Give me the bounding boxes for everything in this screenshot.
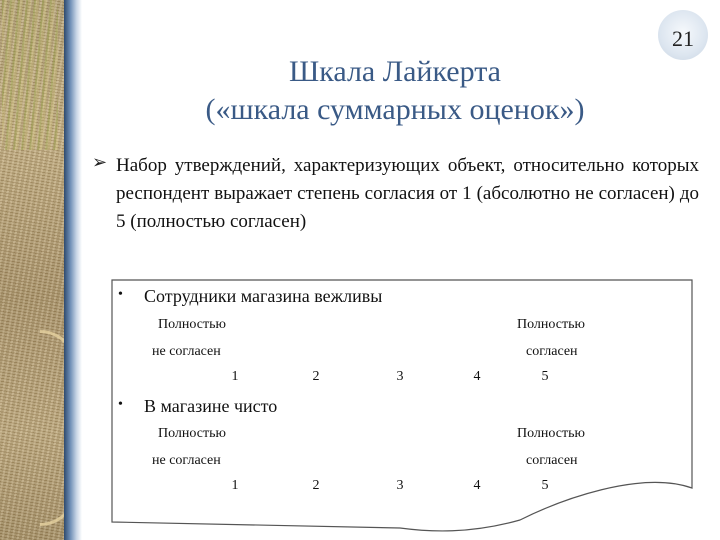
definition-paragraph: Набор утверждений, характеризующих объект, относительно которых респондент выражает степень согласия от 1 (абсолютно не согласен) до 5 (полностью согласен) [116, 155, 699, 232]
scale-point: 4 [473, 369, 481, 384]
left-label-line2: не согласен [152, 344, 221, 359]
scale-point: 4 [473, 478, 481, 493]
scale-point: 5 [541, 478, 549, 493]
right-label-line1: Полностью [517, 426, 585, 441]
scale-point: 1 [231, 478, 239, 493]
slide-subtitle: («шкала суммарных оценок») [205, 93, 585, 126]
scale-point: 2 [312, 369, 320, 384]
left-label-line2: не согласен [152, 453, 221, 468]
right-label-line2: согласен [526, 344, 578, 359]
right-label-line2: согласен [526, 453, 578, 468]
arrow-bullet-icon: ➢ [92, 152, 108, 173]
page-number: 21 [672, 26, 694, 51]
slide-title: Шкала Лайкерта [288, 55, 501, 88]
scale-point: 5 [541, 369, 549, 384]
scale-statement: Сотрудники магазина вежливы [144, 286, 383, 306]
left-label-line1: Полностью [158, 426, 226, 441]
scale-point: 3 [396, 369, 404, 384]
left-label-line1: Полностью [158, 317, 226, 332]
scale-point: 2 [312, 478, 320, 493]
right-label-line1: Полностью [517, 317, 585, 332]
scale-point: 3 [396, 478, 404, 493]
scale-point: 1 [231, 369, 239, 384]
item-bullet-dot: • [118, 287, 123, 302]
item-bullet-dot: • [118, 397, 123, 412]
scale-statement: В магазине чисто [144, 396, 278, 416]
